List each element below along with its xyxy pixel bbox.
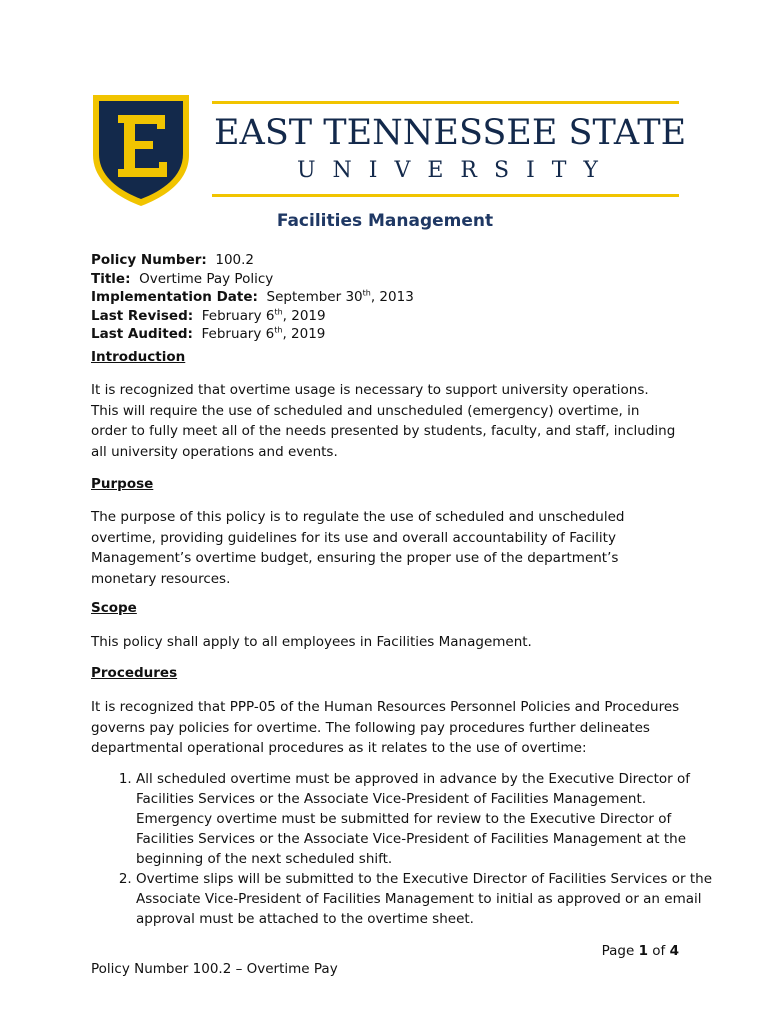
etsu-shield-logo <box>91 93 191 208</box>
university-name-line2: UNIVERSITY <box>297 158 615 183</box>
meta-last-audited: Last Audited: February 6th, 2019 <box>91 325 326 342</box>
procedures-list <box>91 769 726 929</box>
procedures-text: It is recognized that PPP-05 of the Human Resources Personnel Policies and Procedures governs pay policies for overtime. The following pay procedures further delineates departmental operational procedures as it relates to the use of overtime: <box>91 699 680 756</box>
meta-last-revised: Last Revised: February 6th, 2019 <box>91 307 326 324</box>
introduction-text: It is recognized that overtime usage is necessary to support university operations. This will require the use of scheduled and unscheduled (emergency) overtime, in order to fully meet all of the needs presented by students, faculty, and staff, including all university operations and events. <box>91 382 676 460</box>
scope-text: This policy shall apply to all employees in Facilities Management. <box>91 634 532 650</box>
purpose-heading: Purpose <box>91 476 154 492</box>
department-title: Facilities Management <box>276 211 494 231</box>
introduction-heading: Introduction <box>91 349 186 365</box>
page-footer: Policy Number 100.2 – Overtime Pay <box>91 961 338 977</box>
university-name-line1: EAST TENNESSEE STATE <box>214 113 687 153</box>
scope-heading: Scope <box>91 600 137 616</box>
meta-title: Title: Overtime Pay Policy <box>91 270 274 287</box>
page-number: Page 1 of 4 <box>601 943 679 959</box>
meta-implementation-date: Implementation Date: September 30th, 2013 <box>91 288 414 305</box>
procedures-heading: Procedures <box>91 665 178 681</box>
policy-meta <box>91 251 414 344</box>
header-rule-bottom <box>212 194 679 197</box>
meta-policy-number: Policy Number: 100.2 <box>91 252 255 268</box>
purpose-text: The purpose of this policy is to regulate the use of scheduled and unscheduled overtime, providing guidelines for its use and overall accountability of Facility Management’s overtime budget, ensuring the proper use of the department’s monetary resources. <box>91 509 625 587</box>
list-item: 2. Overtime slips will be submitted to the Executive Director of Facilities Services or the Associate Vice-President of Facilities Management to initial as approved or an email approval must be attached to the overtime sheet. <box>136 869 726 929</box>
header-rule-top <box>212 101 679 104</box>
list-item: 1. All scheduled overtime must be approved in advance by the Executive Director of Facilities Services or the Associate Vice-President of Facilities Management. Emergency overtime must be submitted for review to the Executive Director of Facilities Services or the Associate Vice-President of Facilities Management at the beginning of the next scheduled shift. <box>136 769 726 869</box>
